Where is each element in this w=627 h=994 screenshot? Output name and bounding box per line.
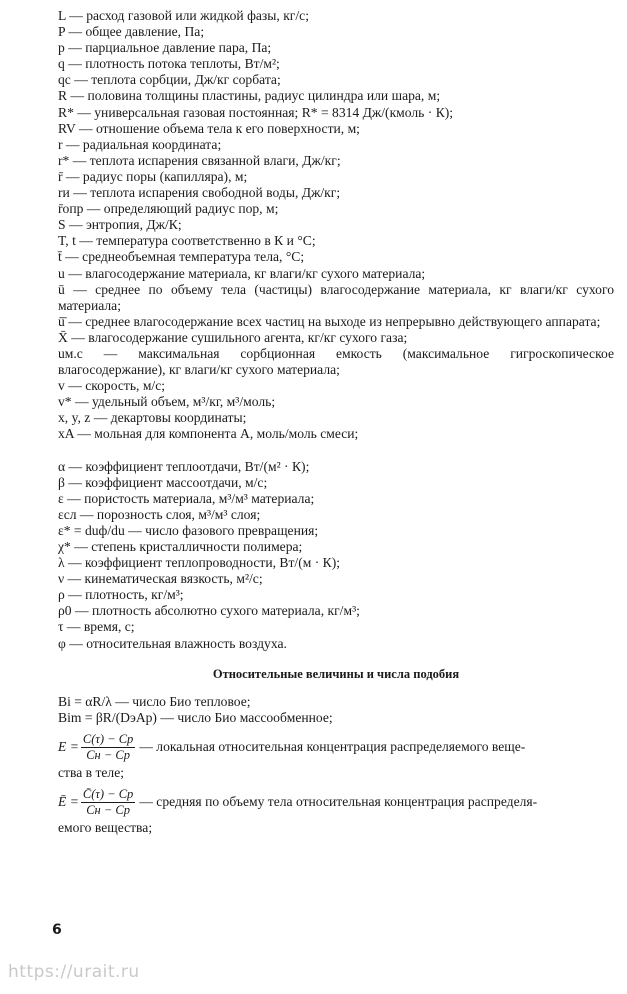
symbol-definition: S — энтропия, Дж/К; xyxy=(58,217,182,233)
symbol-definition: ε* = duф/du — число фазового превращения; xyxy=(58,522,319,538)
watermark: https://urait.ru xyxy=(8,962,140,982)
fraction xyxy=(81,732,135,763)
symbol-definition: R — половина толщины пластины, радиус цилиндра или шара, м; xyxy=(58,88,441,104)
symbol-definition: u — влагосодержание материала, кг влаги/кг сухого материала; xyxy=(58,265,426,281)
page-number: 6 xyxy=(52,922,62,938)
symbol-definition: p — парциальное давление пара, Па; xyxy=(58,40,272,56)
similarity-numbers-list xyxy=(58,694,614,726)
symbol-definition: τ — время, с; xyxy=(58,619,135,635)
symbol-definition: ρ0 — плотность абсолютно сухого материала, кг/м³; xyxy=(58,603,360,619)
formula-lhs: Ē = xyxy=(58,794,79,810)
symbol-definition: φ — относительная влажность воздуха. xyxy=(58,635,287,651)
formula-expression xyxy=(58,787,135,818)
symbol-definition: Bi = αR/λ — число Био тепловое; xyxy=(58,693,251,709)
symbol-definition: χ* — степень кристалличности полимера; xyxy=(58,539,303,554)
fraction-denominator: Cн − Cр xyxy=(86,803,130,818)
symbol-definition: Bim = βR/(DэAр) — число Био массообменное; xyxy=(58,709,333,725)
symbol-definition: q — плотность потока теплоты, Вт/м²; xyxy=(58,56,280,72)
fraction-numerator: C(τ) − Cр xyxy=(82,731,134,746)
fraction-numerator: C̄(τ) − Cр xyxy=(82,787,134,802)
fraction xyxy=(81,787,135,818)
symbol-definition: εсл — порозность слоя, м³/м³ слоя; xyxy=(58,506,261,522)
symbol-definition: r̄опр — определяющий радиус пор, м; xyxy=(58,201,279,217)
symbol-definition: β — коэффициент массоотдачи, м/с; xyxy=(58,474,268,490)
formula-description-continuation: емого вещества; xyxy=(58,820,153,836)
formula-expression xyxy=(58,732,135,763)
symbol-definition: uм.с — максимальная сорбционная емкость (максимальное гигроскопическое влагосодержание), кг влаги/кг сухого материала; xyxy=(58,345,614,378)
formula-lhs: E = xyxy=(58,739,79,755)
formula-description: — средняя по объему тела относительная концентрация распределя- xyxy=(139,794,538,810)
symbol-definition: α — коэффициент теплоотдачи, Вт/(м² · К); xyxy=(58,458,310,474)
symbol-definition: x, y, z — декартовы координаты; xyxy=(58,410,247,426)
symbol-list-latin xyxy=(58,8,614,282)
formula-mean-concentration xyxy=(58,787,614,818)
symbol-definition: ν — кинематическая вязкость, м²/с; xyxy=(58,571,263,587)
symbol-definition: RV — отношение объема тела к его поверхности, м; xyxy=(58,120,360,136)
symbol-definition: R* — универсальная газовая постоянная; R* = 8314 Дж/(кмоль · К); xyxy=(58,104,454,120)
symbol-definition: xA — мольная для компонента А, моль/моль смеси; xyxy=(58,426,359,442)
symbol-definition: r — радиальная координата; xyxy=(58,136,222,152)
symbol-definition: ρ — плотность, кг/м³; xyxy=(58,587,184,603)
symbol-definition: L — расход газовой или жидкой фазы, кг/с; xyxy=(58,8,309,23)
fraction-denominator: Cн − Cр xyxy=(86,747,130,762)
formula-description-continuation: ства в теле; xyxy=(58,764,125,780)
formula-description: — локальная относительная концентрация распределяемого веще- xyxy=(139,739,526,755)
symbol-list-latin-2 xyxy=(58,378,614,442)
symbol-definition: X̄ — влагосодержание сушильного агента, кг/кг сухого газа; xyxy=(58,329,408,345)
spacer xyxy=(58,443,614,459)
symbol-definition: v — скорость, м/с; xyxy=(58,378,166,394)
symbol-definition: ū — среднее по объему тела (частицы) влагосодержание материала, кг влаги/кг сухого материала; xyxy=(58,281,614,313)
formula-local-concentration xyxy=(58,732,614,763)
symbol-definition: qс — теплота сорбции, Дж/кг сорбата; xyxy=(58,72,281,88)
symbol-definition: λ — коэффициент теплопроводности, Вт/(м · К); xyxy=(58,555,341,571)
symbol-definition: T, t — температура соответственно в К и °С; xyxy=(58,233,316,249)
symbol-definition: r* — теплота испарения связанной влаги, Дж/кг; xyxy=(58,152,341,168)
symbol-definition: t̄ — среднеобъемная температура тела, °С; xyxy=(58,249,305,265)
symbol-list-greek xyxy=(58,459,614,652)
section-heading: Относительные величины и числа подобия xyxy=(212,666,460,681)
symbol-definition: r̄ — радиус поры (капилляра), м; xyxy=(58,168,248,184)
symbol-definition: ū̄ — среднее влагосодержание всех частиц на выходе из непрерывно действующего аппарата; xyxy=(58,313,601,329)
symbol-definition: v* — удельный объем, м³/кг, м³/моль; xyxy=(58,394,276,410)
symbol-definition: rи — теплота испарения свободной воды, Дж/кг; xyxy=(58,185,341,201)
document-body xyxy=(58,8,614,836)
symbol-definition: P — общее давление, Па; xyxy=(58,24,205,40)
symbol-definition: ε — пористость материала, м³/м³ материала; xyxy=(58,490,315,506)
